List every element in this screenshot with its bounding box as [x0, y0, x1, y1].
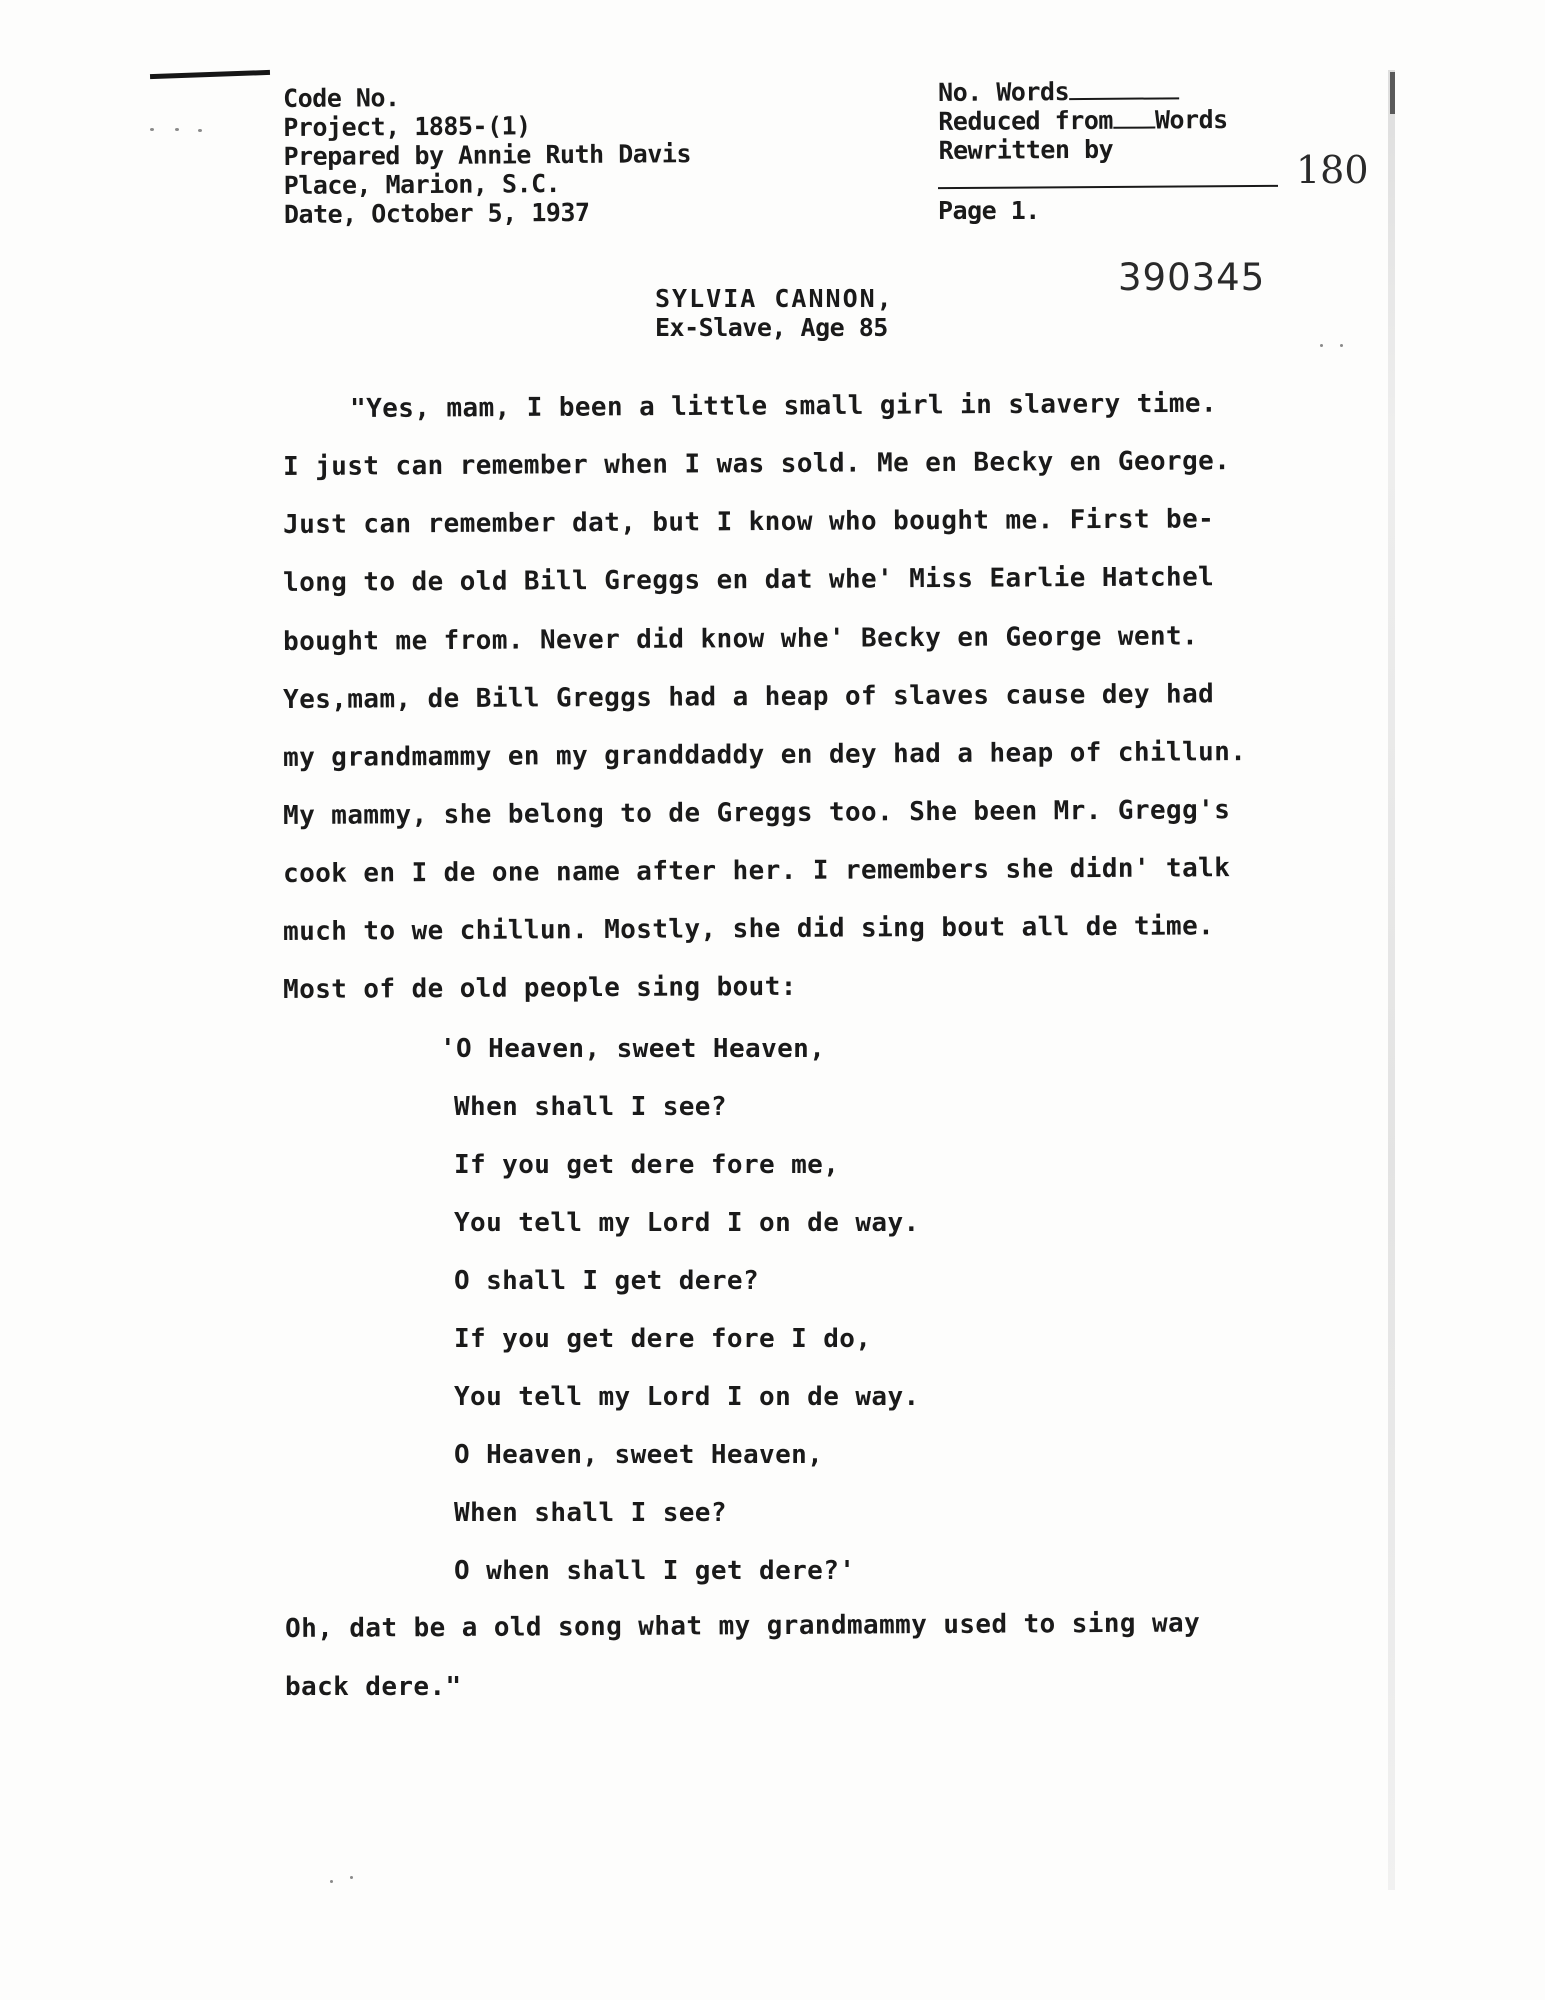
body-line: "Yes, mam, I been a little small girl in slavery time.: [350, 388, 1218, 424]
poem-line: When shall I see?: [454, 1498, 727, 1528]
prepared-by-line: Prepared by Annie Ruth Davis: [283, 139, 692, 171]
body-line: bought me from. Never did know whe' Becky en George went.: [283, 621, 1199, 657]
poem-line: O shall I get dere?: [454, 1266, 760, 1296]
interviewee-subtitle: Ex-Slave, Age 85: [655, 313, 888, 342]
body-line: Oh, dat be a old song what my grandmammy used to sing way: [285, 1608, 1201, 1644]
body-line: cook en I de one name after her. I remembers she didn' talk: [283, 853, 1231, 889]
body-line: long to de old Bill Greggs en dat whe' Miss Earlie Hatchel: [283, 562, 1215, 598]
scan-right-edge-shadow: [1388, 70, 1395, 1890]
poem-line: When shall I see?: [454, 1092, 727, 1122]
scan-right-edge-mark: [1390, 72, 1395, 114]
poem-line: O Heaven, sweet Heaven,: [454, 1440, 824, 1470]
poem-line: If you get dere fore I do,: [454, 1324, 872, 1354]
reduced-from-label: Reduced from: [938, 105, 1114, 136]
scan-speck: [1320, 344, 1323, 347]
page-number: Page 1.: [938, 196, 1040, 225]
place-line: Place, Marion, S.C.: [283, 169, 561, 200]
no-words-label: No. Words: [938, 77, 1070, 107]
body-line: much to we chillun. Mostly, she did sing bout all de time.: [283, 911, 1215, 947]
body-line: My mammy, she belong to de Greggs too. She been Mr. Gregg's: [283, 795, 1231, 831]
rewritten-by-line: [938, 134, 1228, 165]
code-no-label: Code No.: [283, 83, 400, 113]
scan-speck: [1340, 344, 1343, 347]
poem-line: You tell my Lord I on de way.: [454, 1382, 920, 1412]
reduced-from-blank: [1113, 106, 1155, 128]
interviewee-name: SYLVIA CANNON,: [655, 284, 894, 313]
body-line: Most of de old people sing bout:: [283, 971, 797, 1005]
reduced-words-label: Words: [1154, 104, 1228, 135]
scan-speck: [175, 128, 179, 131]
top-left-rule-mark: [150, 70, 270, 79]
body-line: Yes,mam, de Bill Greggs had a heap of slaves cause dey had: [283, 679, 1215, 715]
poem-line: 'O Heaven, sweet Heaven,: [440, 1034, 826, 1064]
rewritten-by-label: Rewritten by: [938, 134, 1114, 165]
scan-speck: [330, 1880, 333, 1883]
scan-speck: [150, 128, 154, 131]
body-line: back dere.": [285, 1672, 462, 1702]
no-words-line: [938, 76, 1228, 107]
no-words-blank: [1069, 77, 1179, 100]
scan-speck: [198, 129, 202, 132]
header-left-block: [283, 81, 691, 229]
accession-stamp-number: 390345: [1118, 256, 1266, 299]
poem-line: You tell my Lord I on de way.: [454, 1208, 920, 1238]
reduced-from-line: [938, 105, 1228, 136]
rewritten-by-rule: [938, 185, 1278, 189]
body-line: my grandmammy en my granddaddy en dey had a heap of chillun.: [283, 737, 1247, 773]
scan-speck: [350, 1876, 353, 1879]
body-line: I just can remember when I was sold. Me en Becky en George.: [283, 446, 1231, 482]
document-title: [655, 284, 894, 342]
project-line: Project, 1885-(1): [283, 111, 531, 142]
header-right-block: [938, 76, 1228, 165]
date-line: Date, October 5, 1937: [283, 197, 590, 229]
poem-line: O when shall I get dere?': [454, 1556, 856, 1586]
body-line: Just can remember dat, but I know who bought me. First be-: [283, 504, 1215, 540]
poem-line: If you get dere fore me,: [454, 1150, 840, 1180]
corner-stamp-number: 180: [1296, 148, 1369, 192]
